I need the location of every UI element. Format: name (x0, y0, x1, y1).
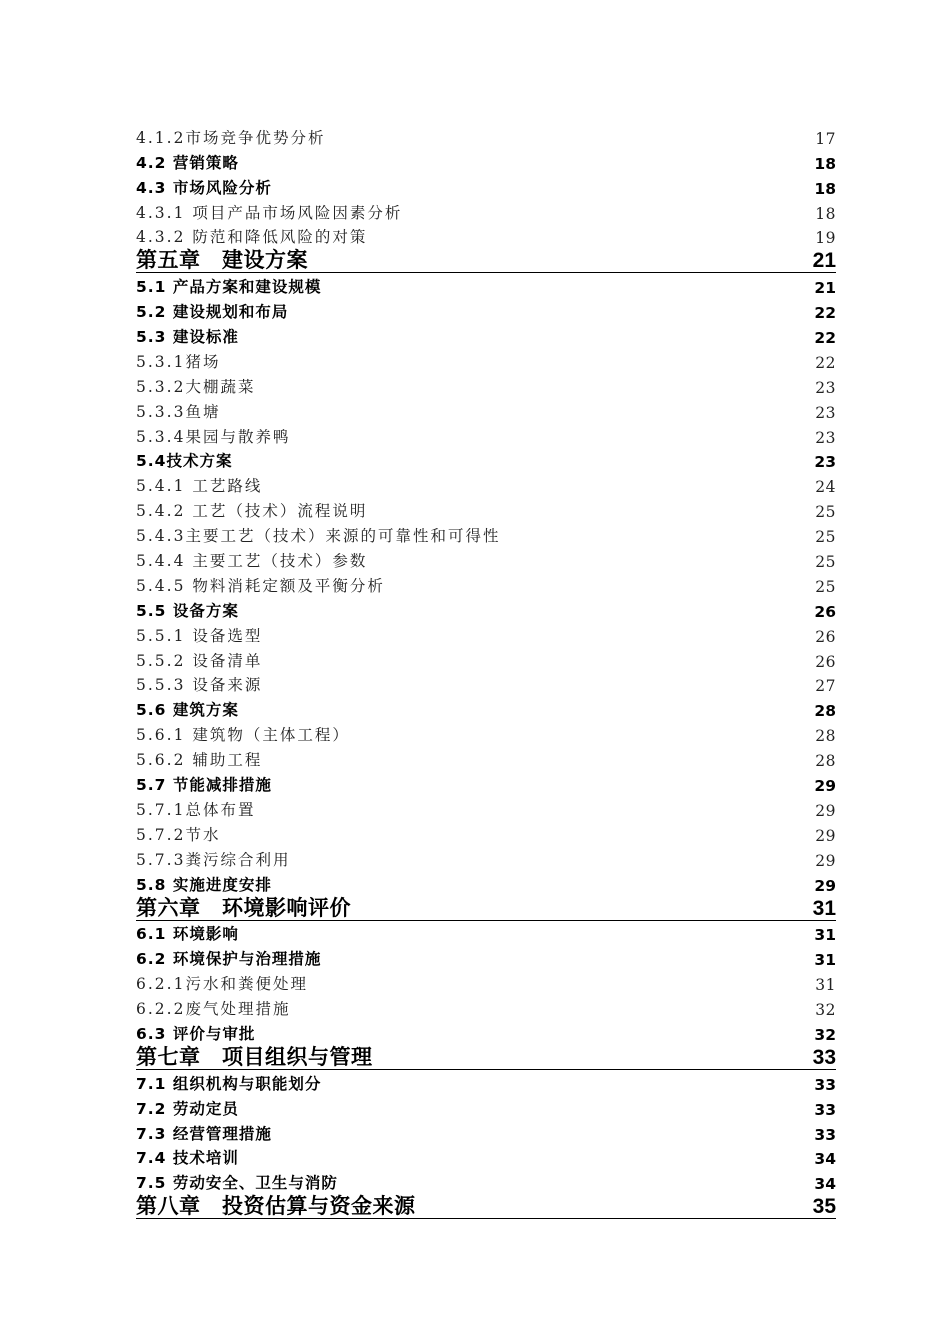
toc-entry-title: 5.6.1 建筑物（主体工程） (136, 726, 350, 745)
toc-entry-page-number: 34 (814, 1175, 836, 1194)
toc-section-entry[interactable] (136, 771, 836, 796)
toc-section-entry[interactable] (136, 323, 836, 348)
toc-entry-title: 第七章 项目组织与管理 (136, 1045, 373, 1069)
toc-subsection-entry[interactable] (136, 124, 836, 149)
toc-subsection-entry[interactable] (136, 547, 836, 572)
toc-chapter-entry[interactable] (136, 248, 836, 273)
toc-section-entry[interactable] (136, 1095, 836, 1120)
toc-entry-page-number: 29 (815, 851, 836, 870)
toc-entry-title: 7.1 组织机构与职能划分 (136, 1074, 322, 1093)
toc-subsection-entry[interactable] (136, 622, 836, 647)
toc-entry-title: 5.8 实施进度安排 (136, 875, 272, 894)
toc-entry-title: 4.3 市场风险分析 (136, 178, 272, 197)
toc-entry-title: 5.3.4果园与散养鸭 (136, 427, 291, 446)
toc-subsection-entry[interactable] (136, 796, 836, 821)
toc-entry-page-number: 25 (815, 528, 836, 547)
toc-entry-page-number: 31 (812, 896, 836, 920)
toc-entry-page-number: 18 (814, 179, 836, 198)
toc-chapter-entry[interactable] (136, 1194, 836, 1219)
toc-entry-title: 5.3.3鱼塘 (136, 402, 221, 421)
toc-entry-page-number: 29 (815, 801, 836, 820)
toc-entry-page-number: 19 (815, 229, 836, 248)
toc-entry-page-number: 25 (815, 553, 836, 572)
toc-entry-page-number: 26 (814, 602, 836, 621)
toc-entry-page-number: 22 (815, 353, 836, 372)
toc-section-entry[interactable] (136, 921, 836, 946)
toc-entry-title: 5.4.2 工艺（技术）流程说明 (136, 502, 368, 521)
toc-entry-title: 5.6.2 辅助工程 (136, 751, 263, 770)
toc-entry-page-number: 22 (814, 329, 836, 348)
toc-subsection-entry[interactable] (136, 522, 836, 547)
toc-section-entry[interactable] (136, 448, 836, 473)
toc-subsection-entry[interactable] (136, 721, 836, 746)
toc-section-entry[interactable] (136, 1070, 836, 1095)
toc-section-entry[interactable] (136, 945, 836, 970)
toc-entry-title: 5.7 节能减排措施 (136, 776, 272, 795)
toc-subsection-entry[interactable] (136, 672, 836, 697)
toc-subsection-entry[interactable] (136, 821, 836, 846)
toc-entry-title: 7.3 经营管理措施 (136, 1124, 272, 1143)
toc-section-entry[interactable] (136, 1169, 836, 1194)
toc-entry-page-number: 21 (814, 279, 836, 298)
toc-entry-page-number: 31 (815, 976, 836, 995)
toc-subsection-entry[interactable] (136, 970, 836, 995)
table-of-contents (136, 124, 836, 1219)
toc-entry-page-number: 25 (815, 503, 836, 522)
toc-chapter-entry[interactable] (136, 896, 836, 921)
toc-subsection-entry[interactable] (136, 224, 836, 249)
toc-entry-page-number: 28 (814, 702, 836, 721)
toc-subsection-entry[interactable] (136, 423, 836, 448)
toc-entry-page-number: 22 (814, 304, 836, 323)
toc-entry-title: 4.2 营销策略 (136, 153, 239, 172)
toc-entry-page-number: 33 (814, 1075, 836, 1094)
toc-entry-title: 5.6 建筑方案 (136, 701, 239, 720)
toc-entry-title: 7.4 技术培训 (136, 1149, 239, 1168)
toc-entry-page-number: 34 (814, 1150, 836, 1169)
toc-entry-title: 5.5.1 设备选型 (136, 626, 263, 645)
toc-entry-title: 5.5.2 设备清单 (136, 651, 263, 670)
toc-subsection-entry[interactable] (136, 647, 836, 672)
toc-entry-page-number: 29 (814, 777, 836, 796)
toc-entry-page-number: 26 (815, 627, 836, 646)
toc-section-entry[interactable] (136, 298, 836, 323)
toc-entry-page-number: 32 (814, 1025, 836, 1044)
toc-entry-page-number: 23 (815, 428, 836, 447)
toc-entry-title: 6.3 评价与审批 (136, 1024, 256, 1043)
toc-entry-title: 第八章 投资估算与资金来源 (136, 1195, 416, 1219)
toc-section-entry[interactable] (136, 1020, 836, 1045)
toc-entry-page-number: 31 (814, 951, 836, 970)
toc-entry-title: 5.3.1猪场 (136, 352, 221, 371)
toc-entry-page-number: 17 (815, 129, 836, 148)
toc-subsection-entry[interactable] (136, 472, 836, 497)
toc-subsection-entry[interactable] (136, 846, 836, 871)
toc-subsection-entry[interactable] (136, 373, 836, 398)
toc-entry-page-number: 27 (815, 677, 836, 696)
toc-entry-title: 5.5.3 设备来源 (136, 676, 263, 695)
toc-subsection-entry[interactable] (136, 348, 836, 373)
toc-entry-title: 7.5 劳动安全、卫生与消防 (136, 1174, 338, 1193)
toc-entry-page-number: 23 (814, 453, 836, 472)
toc-entry-page-number: 32 (815, 1001, 836, 1020)
toc-entry-page-number: 23 (815, 378, 836, 397)
toc-entry-title: 第五章 建设方案 (136, 249, 308, 273)
toc-entry-title: 5.5 设备方案 (136, 601, 239, 620)
toc-entry-page-number: 28 (815, 727, 836, 746)
toc-entry-title: 7.2 劳动定员 (136, 1099, 239, 1118)
toc-section-entry[interactable] (136, 871, 836, 896)
toc-entry-title: 5.4.3主要工艺（技术）来源的可靠性和可得性 (136, 527, 501, 546)
toc-entry-page-number: 28 (815, 752, 836, 771)
toc-entry-title: 4.3.1 项目产品市场风险因素分析 (136, 203, 403, 222)
toc-entry-title: 6.2.1污水和粪便处理 (136, 975, 308, 994)
toc-entry-title: 5.2 建设规划和布局 (136, 303, 289, 322)
toc-section-entry[interactable] (136, 696, 836, 721)
toc-section-entry[interactable] (136, 1120, 836, 1145)
toc-entry-title: 5.7.3粪污综合利用 (136, 850, 291, 869)
toc-section-entry[interactable] (136, 174, 836, 199)
toc-entry-page-number: 23 (815, 403, 836, 422)
toc-entry-page-number: 29 (814, 876, 836, 895)
toc-entry-title: 5.4.4 主要工艺（技术）参数 (136, 552, 368, 571)
toc-subsection-entry[interactable] (136, 497, 836, 522)
toc-entry-title: 6.1 环境影响 (136, 925, 239, 944)
toc-entry-title: 5.3.2大棚蔬菜 (136, 377, 256, 396)
toc-entry-page-number: 29 (815, 826, 836, 845)
toc-subsection-entry[interactable] (136, 199, 836, 224)
toc-subsection-entry[interactable] (136, 995, 836, 1020)
toc-entry-title: 4.3.2 防范和降低风险的对策 (136, 228, 368, 247)
toc-entry-title: 6.2.2废气处理措施 (136, 1000, 291, 1019)
toc-entry-page-number: 35 (812, 1195, 836, 1219)
toc-entry-title: 4.1.2市场竞争优势分析 (136, 128, 326, 147)
toc-subsection-entry[interactable] (136, 572, 836, 597)
toc-section-entry[interactable] (136, 1145, 836, 1170)
toc-subsection-entry[interactable] (136, 398, 836, 423)
toc-entry-title: 5.7.1总体布置 (136, 800, 256, 819)
toc-entry-title: 5.4.5 物料消耗定额及平衡分析 (136, 576, 385, 595)
toc-section-entry[interactable] (136, 597, 836, 622)
toc-entry-page-number: 31 (814, 926, 836, 945)
toc-entry-page-number: 24 (815, 478, 836, 497)
toc-entry-title: 5.1 产品方案和建设规模 (136, 278, 322, 297)
toc-entry-page-number: 25 (815, 577, 836, 596)
toc-entry-page-number: 33 (814, 1125, 836, 1144)
toc-chapter-entry[interactable] (136, 1045, 836, 1070)
toc-subsection-entry[interactable] (136, 746, 836, 771)
toc-entry-page-number: 33 (814, 1100, 836, 1119)
toc-entry-title: 第六章 环境影响评价 (136, 896, 351, 920)
toc-entry-title: 5.4技术方案 (136, 452, 233, 471)
toc-entry-page-number: 21 (812, 249, 836, 273)
toc-entry-title: 5.7.2节水 (136, 825, 221, 844)
toc-section-entry[interactable] (136, 149, 836, 174)
toc-entry-title: 5.4.1 工艺路线 (136, 477, 263, 496)
toc-entry-page-number: 33 (812, 1045, 836, 1069)
toc-entry-title: 6.2 环境保护与治理措施 (136, 950, 322, 969)
toc-entry-title: 5.3 建设标准 (136, 328, 239, 347)
toc-entry-page-number: 18 (814, 154, 836, 173)
toc-section-entry[interactable] (136, 273, 836, 298)
toc-entry-page-number: 26 (815, 652, 836, 671)
toc-entry-page-number: 18 (815, 204, 836, 223)
